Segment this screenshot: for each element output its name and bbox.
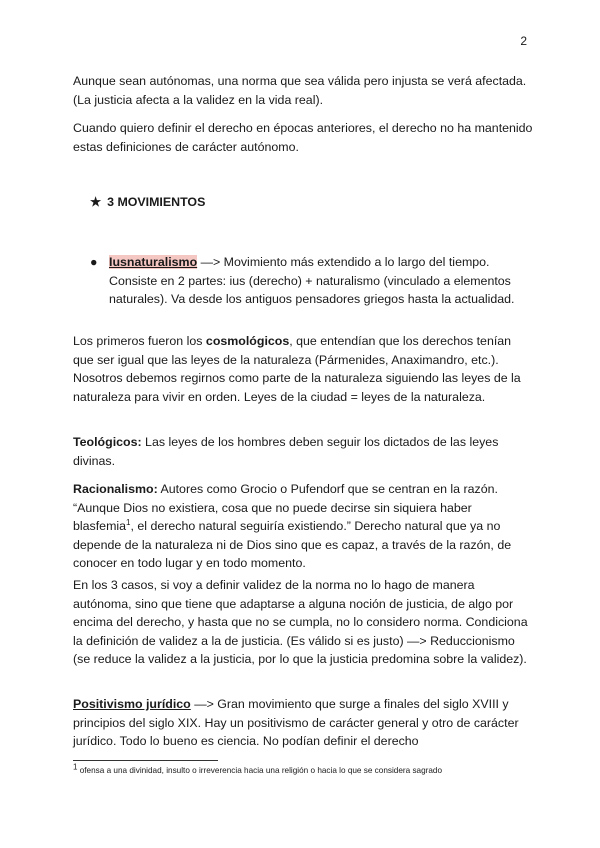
- footnote-mark: 1: [73, 762, 78, 772]
- star-icon: ★: [90, 195, 102, 209]
- term-positivismo: Positivismo jurídico: [73, 697, 191, 711]
- bullet-body: [109, 253, 530, 309]
- bullet-text: —> Movimiento más extendido a lo largo del tiempo. Consiste en 2 partes: ius (derecho) + naturalismo (vinculado a elementos naturales). Va desde los antiguos pensadores griegos hasta la actualidad.: [109, 255, 515, 306]
- section-heading: [90, 194, 205, 209]
- paragraph-validity: Aunque sean autónomas, una norma que sea válida pero injusta se verá afectada. (La justicia afecta a la validez en la vida real).: [73, 74, 527, 107]
- paragraph-positivismo: Positivismo jurídico —> Gran movimiento que surge a finales del siglo XVIII y principios del siglo XIX. Hay un positivismo de carácter general y otro de carácter jurídico. Todo lo bueno es ciencia. No podían definir el derecho: [73, 697, 519, 748]
- paragraph-cosmologicos: Los primeros fueron los cosmológicos, que entendían que los derechos tenían que ser igual que las leyes de la naturaleza (Pármenides, Anaximandro, etc.). Nosotros debemos regirnos como parte de la naturaleza siguiendo las leyes de la naturaleza para vivir en orden. Leyes de la ciudad = leyes de la naturaleza.: [73, 334, 521, 404]
- term-iusnaturalismo: Iusnaturalismo: [109, 255, 198, 269]
- section-heading-text: 3 MOVIMIENTOS: [107, 195, 206, 209]
- paragraph-racionalismo: Racionalismo: Autores como Grocio o Pufendorf que se centran en la razón. “Aunque Dios no existiera, cosa que no puede decirse sin siquiera haber blasfemia$^1$, el derecho natural seguiría existiendo.” Derecho natural que ya no depende de la naturaleza ni de Dios sino que es capaz, a través de la razón, de conocer en todo lugar y en todo momento.: [73, 482, 512, 570]
- paragraph-teologicos: Teológicos: Las leyes de los hombres deben seguir los dictados de las leyes divinas.: [73, 435, 499, 468]
- footnote-reference[interactable]: 1: [126, 517, 131, 527]
- bullet-dot-icon: ●: [90, 255, 98, 269]
- term-cosmologicos: cosmológicos: [205, 334, 290, 348]
- footnote-text: ofensa a una divinidad, insulto o irreverencia hacia una religión o hacia lo que se considera sagrado: [77, 766, 443, 775]
- paragraph-three-cases: En los 3 casos, si voy a definir validez de la norma no lo hago de manera autónoma, sino que tiene que adaptarse a alguna noción de justicia, de algo por encima del derecho, y hasta que no se cumpla, no lo considero norma. Condiciona la definición de validez a la de justicia. (Es válido si es justo) —> Reduccionismo (se reduce la validez a la justicia, por lo que la justicia predomina sobre la validez).: [73, 578, 528, 666]
- footnote: [73, 762, 543, 776]
- term-teologicos: Teológicos:: [73, 435, 142, 449]
- bullet-iusnaturalismo: [90, 253, 530, 309]
- paragraph-earlier-times: Cuando quiero definir el derecho en épocas anteriores, el derecho no ha mantenido estas definiciones de carácter autónomo.: [73, 121, 533, 154]
- page-number: 2: [520, 34, 527, 48]
- term-racionalismo: Racionalismo:: [73, 482, 158, 496]
- footnote-divider: [73, 760, 218, 761]
